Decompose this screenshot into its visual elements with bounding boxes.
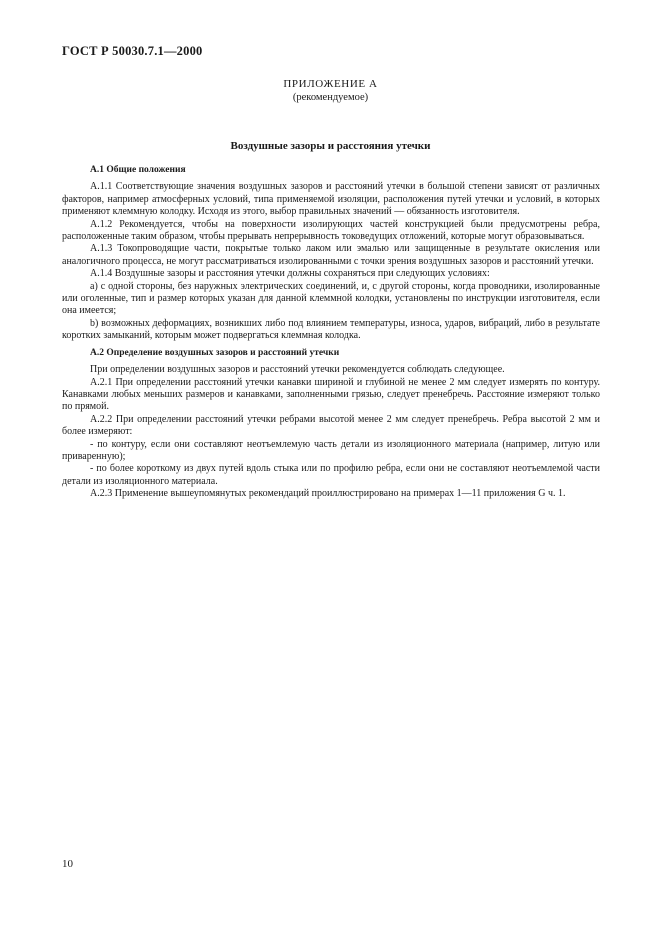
page-number: 10 <box>62 858 73 870</box>
paragraph-a2-1: А.2.1 При определении расстояний утечки канавки шириной и глубиной не менее 2 мм следует измерять по контуру. Канавками любых меньших размеров и канавками, заполненными грязью, следует пренебречь. Расстояние измеряют только по прямой. <box>62 376 600 413</box>
document-code: ГОСТ Р 50030.7.1—2000 <box>62 44 203 58</box>
paragraph-a1-2: А.1.2 Рекомендуется, чтобы на поверхности изолирующих частей конструкцией были предусмотрены ребра, расположенные таким образом, чтобы прерывать непрерывность токоведущих отложений, которые могут образовываться. <box>62 218 600 243</box>
list-item-a1-4a: а) с одной стороны, без наружных электрических соединений, и, с другой стороны, когда проводники, изолированные или оголенные, тип и размер которых указан для данной клеммной колодки, установлены по инструкции изготовителя, если она имеется; <box>62 280 600 317</box>
section-heading-a1: А.1 Общие положения <box>90 165 186 175</box>
section-heading-a2: А.2 Определение воздушных зазоров и расстояний утечки <box>90 347 340 358</box>
paragraph-a2-intro: При определении воздушных зазоров и расстояний утечки рекомендуется соблюдать следующее. <box>90 364 505 376</box>
list-item-a1-4b: b) возможных деформациях, возникших либо под влиянием температуры, износа, ударов, вибраций, либо в результате коротких замыканий, которым может подвергаться клеммная колодка. <box>62 317 600 342</box>
paragraph-a2-3: А.2.3 Применение вышеупомянутых рекомендаций проиллюстрировано на примерах 1—11 приложения G ч. 1. <box>90 488 566 500</box>
appendix-header <box>0 78 661 104</box>
paragraph-a1-1: А.1.1 Соответствующие значения воздушных зазоров и расстояний утечки в большой степени зависят от различных факторов, например атмосферных условий, типа применяемой изоляции, расположения путей утечки и условий, в которых применяют клеммную колодку. Исходя из этого, выбор правильных значений — обязанность изготовителя. <box>62 181 600 218</box>
appendix-title: ПРИЛОЖЕНИЕ А <box>283 78 378 90</box>
list-item-a2-2-dash1: - по контуру, если они составляют неотъемлемую часть детали из изоляционного материала (например, литую или приваренную); <box>62 438 600 462</box>
document-body <box>62 164 600 501</box>
page-title: Воздушные зазоры и расстояния утечки <box>230 140 431 152</box>
paragraph-a2-2: А.2.2 При определении расстояний утечки ребрами высотой менее 2 мм следует пренебречь. Ребра высотой 2 мм и более измеряют: <box>62 413 600 438</box>
list-item-a2-2-dash2: - по более короткому из двух путей вдоль стыка или по профилю ребра, если они не составляют неотъемлемой части детали из изоляционного материала. <box>62 463 600 487</box>
appendix-subtitle: (рекомендуемое) <box>292 92 369 103</box>
paragraph-a1-3: А.1.3 Токопроводящие части, покрытые только лаком или эмалью или защищенные в результате окисления или аналогичного процесса, не могут рассматриваться изолированными с точки зрения воздушных зазоров и расстояний утечки. <box>62 243 600 267</box>
paragraph-a1-4: А.1.4 Воздушные зазоры и расстояния утечки должны сохраняться при следующих условиях: <box>90 268 490 280</box>
